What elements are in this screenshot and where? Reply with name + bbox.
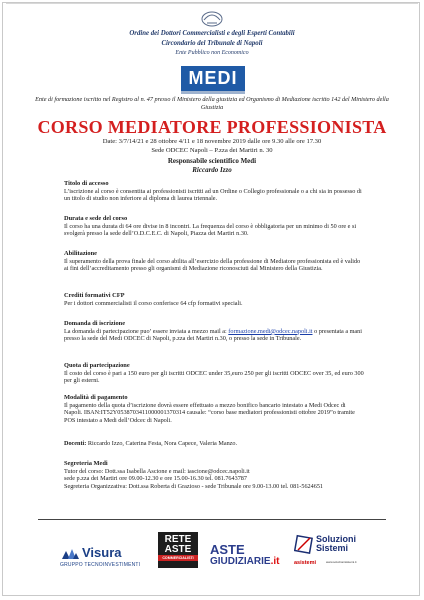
- responsabile-label: Responsabile scientifico Medi: [167, 157, 257, 165]
- org-name-line3: Ente Pubblico non Economico: [175, 50, 249, 56]
- aste-giudiziarie-logo: [210, 543, 284, 569]
- sistemi-url: www.soluzionisistemi.it: [326, 560, 357, 564]
- section-durata: [64, 215, 364, 238]
- aste-line2-main: GIUDIZIARIE: [210, 556, 271, 567]
- org-name-line2: Circondario del Tribunale di Napoli: [161, 40, 263, 47]
- section-heading: Crediti formativi CFP: [64, 292, 125, 299]
- section-body: Il corso ha una durata di 64 ore divise in 8 incontri. La frequenza del corso è obbligatoria per un minimo di 50 ore e si svolgerà presso la sede dell’O.D.C.E.C. di Napoli, Piazza dei Martiri n.30.: [64, 222, 357, 238]
- section-body: Per i dottori commercialisti il corso conferisce 64 cfp formativi speciali.: [64, 299, 243, 307]
- section-quota: [64, 362, 364, 385]
- section-body: La domanda di partecipazione puo’ essere inviata a mezzo mail a:: [64, 327, 227, 335]
- segreteria-line: Segreteria Organizzativa: Dott.ssa Roberta di Grazioso - sede Tribunale ore 9.00-13.00 tel. 081-5624651: [64, 482, 324, 490]
- section-heading: Docenti:: [64, 440, 87, 447]
- section-abilitazione: [64, 250, 364, 273]
- section-crediti: [64, 292, 364, 307]
- section-segreteria: [64, 460, 364, 490]
- footer-divider: [38, 519, 386, 520]
- soluzioni-sistemi-logo: [294, 534, 374, 572]
- sistemi-line1: Soluzioni: [316, 534, 356, 544]
- rete-line1: RETE: [164, 534, 192, 545]
- aste-line2-suffix: .it: [270, 556, 280, 567]
- section-heading: Modalità di pagamento: [64, 394, 128, 401]
- section-docenti: [64, 440, 364, 448]
- responsabile-block: [40, 157, 384, 175]
- venue-line: Sede ODCEC Napoli – P.zza dei Martiri n. 30: [151, 147, 273, 154]
- responsabile-name: Riccardo Izzo: [192, 166, 232, 174]
- rete-aste-logo: [158, 532, 198, 568]
- segreteria-line: sede p.zza dei Martiri ore 09.00-12.30 e ore 15.00-16.30 tel. 081.7643787: [64, 475, 247, 483]
- visura-name: Visura: [82, 545, 122, 560]
- email-link[interactable]: formazione.medi@odcec.napoli.it: [228, 327, 313, 335]
- section-heading: Quota di partecipazione: [64, 362, 130, 369]
- section-heading: Segreteria Medi: [64, 460, 108, 467]
- top-divider: [6, 3, 418, 4]
- emblem-icon: [198, 8, 226, 28]
- section-domanda: [64, 320, 364, 343]
- ente-description: Ente di formazione iscritto nel Registro al n. 47 presso il Ministero della giustizia ed Organismo di Mediazione iscritto 142 del Ministero della Giustizia: [35, 96, 389, 111]
- section-body: Il superamento della prova finale del corso abilita all’esercizio della professione di Mediatore professionista ed è valido ai fini dell’accreditamento presso gli organismi di Mediazione riconosciuti dal Ministero della Giustizia.: [64, 257, 361, 273]
- section-body: Il pagamento della quota d’iscrizione dovrà essere effettuato a mezzo bonifico bancario intestato a Medi Odcec di Napoli. IBAN:IT52Y0538703411000001370314 causale: “corso base mediatori professionisti ottobre 2019”o tramite POS intestato a Medi dell’Odcec di Napoli.: [64, 401, 355, 424]
- section-heading: Domanda di iscrizione: [64, 320, 126, 327]
- org-name-line1: Ordine dei Dottori Commercialisti e degli Esperti Contabili: [129, 30, 295, 37]
- aste-line1: ASTE: [210, 542, 245, 557]
- aste-line2: [210, 556, 284, 567]
- page-title: CORSO MEDIATORE PROFESSIONISTA: [37, 117, 387, 137]
- dates-line: Date: 3/7/14/21 e 28 ottobre 4/11 e 18 novembre 2019 dalle ore 9.30 alle ore 17.30: [102, 138, 322, 145]
- section-heading: Abilitazione: [64, 250, 98, 257]
- medi-logo: MEDI: [181, 66, 245, 94]
- section-heading: Durata e sede del corso: [64, 215, 128, 222]
- section-modalita: [64, 394, 364, 424]
- visura-mark-icon: [60, 547, 80, 561]
- section-body: Il costo del corso è pari a 150 euro per gli iscritti ODCEC under 35,euro 250 per gli iscritti ODCEC over 35, ed euro 300 per gli esterni.: [64, 369, 364, 385]
- sistemi-mark-icon: [294, 534, 314, 556]
- section-body: Riccardo Izzo, Caterina Festa, Nora Capece, Valeria Manzo.: [87, 440, 238, 447]
- sistemi-line3: asistemi: [294, 560, 317, 566]
- rete-line2: ASTE: [164, 544, 192, 555]
- section-body: L’iscrizione al corso è consentita ai professionisti iscritti ad un Ordine o Collegio professionale o a chi sia in possesso di un titolo di studio non inferiore al diploma di laurea triennale.: [64, 187, 362, 203]
- course-dates: [40, 137, 384, 155]
- segreteria-line: Tutor del corso: Dott.ssa Isabella Ascione e mail: iascione@odcec.napoli.it: [64, 467, 250, 475]
- visura-logo: [60, 545, 141, 569]
- rete-line3: COMMERCIALISTI: [158, 555, 198, 561]
- sistemi-line2: Sistemi: [316, 543, 349, 553]
- section-body-cont: o presentata a mani presso la sede del Medi ODCEC di Napoli, p.zza dei Martiri n.30, o presso la sede in Tribunale.: [64, 327, 362, 343]
- section-heading: Titolo di accesso: [64, 180, 109, 187]
- visura-subtitle: GRUPPO TECNOINVESTIMENTI: [60, 562, 141, 568]
- section-titolo: [64, 180, 364, 203]
